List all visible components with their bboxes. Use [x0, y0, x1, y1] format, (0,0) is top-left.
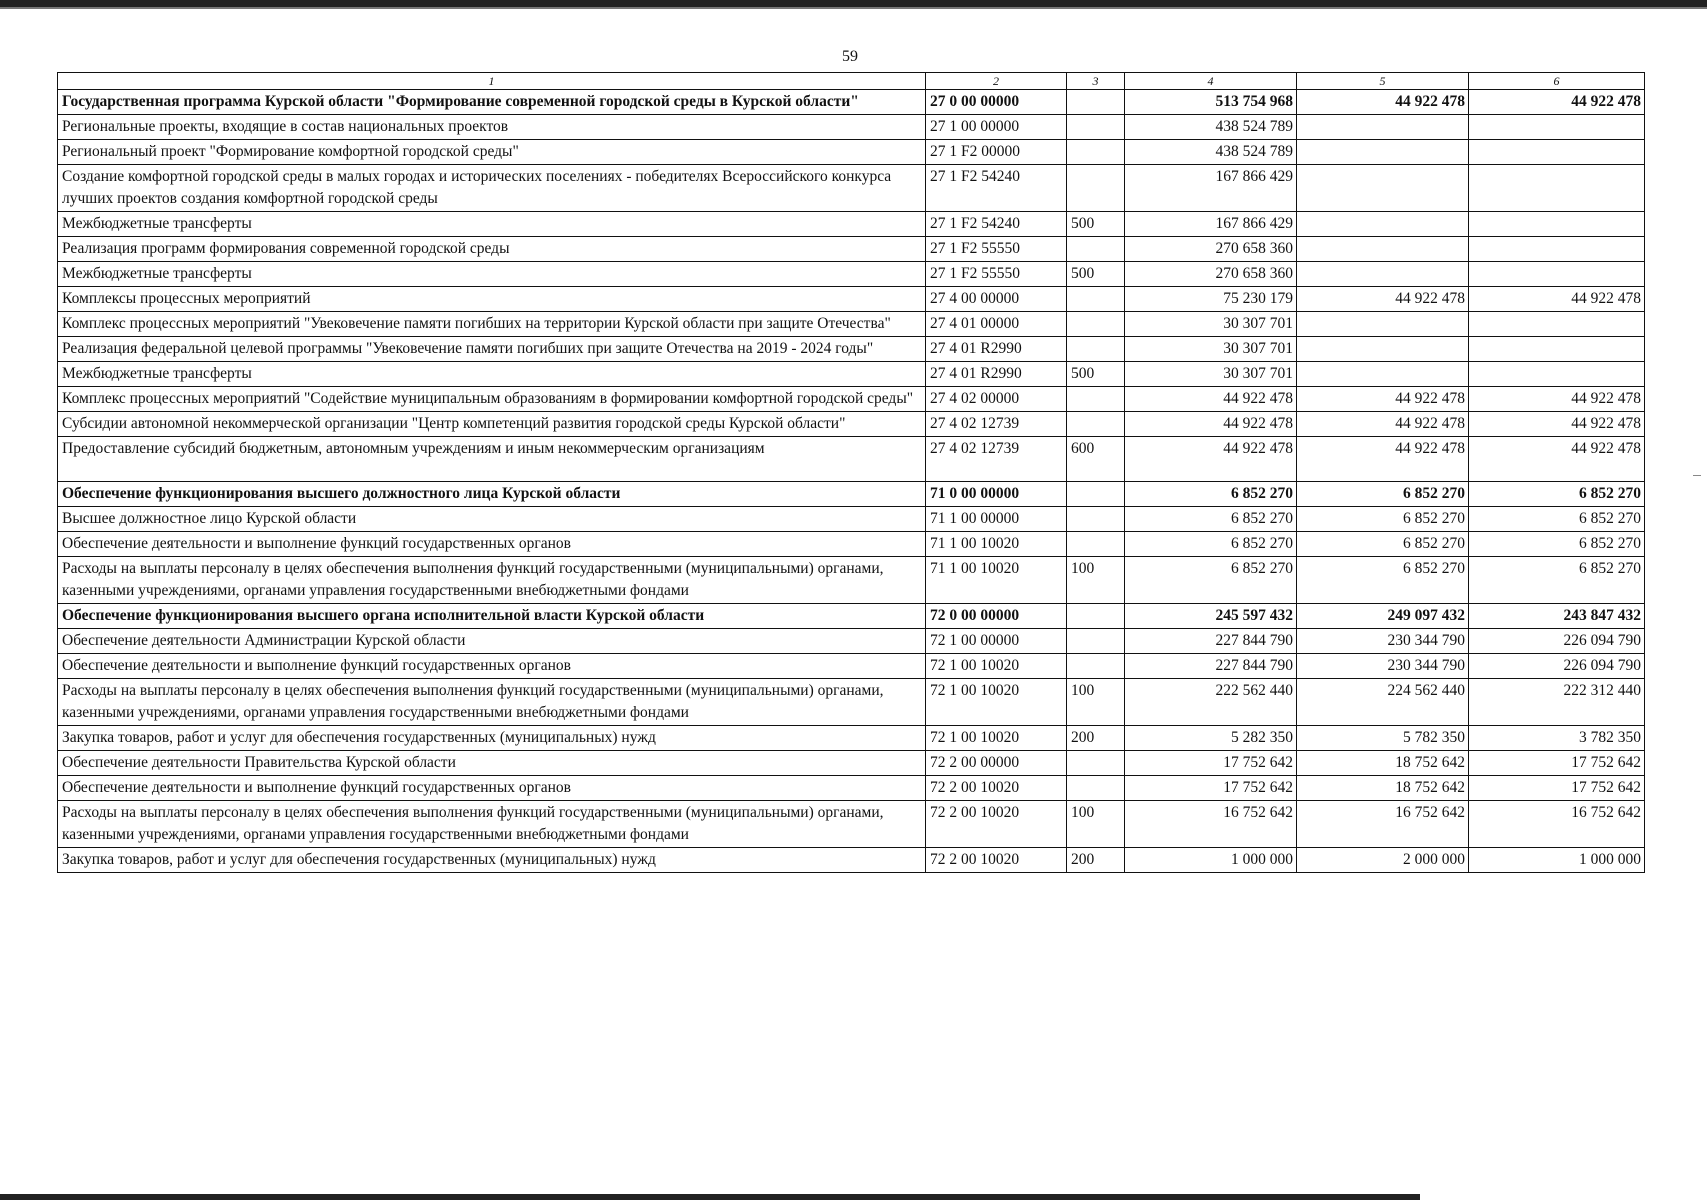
row-value-col4-cell: 227 844 790 [1125, 629, 1297, 654]
row-type-cell [1067, 532, 1125, 557]
row-value-col6-cell [1469, 262, 1645, 287]
table-row [58, 115, 1645, 140]
row-value-col5-cell [1297, 312, 1469, 337]
row-name-cell: Обеспечение функционирования высшего органа исполнительной власти Курской области [58, 604, 926, 629]
row-value-col6-cell [1469, 237, 1645, 262]
row-code-cell: 27 4 01 R2990 [926, 362, 1067, 387]
column-header: 3 [1067, 73, 1125, 90]
row-type-cell [1067, 287, 1125, 312]
row-type-cell [1067, 776, 1125, 801]
row-value-col4-cell: 438 524 789 [1125, 115, 1297, 140]
row-value-col6-cell: 44 922 478 [1469, 90, 1645, 115]
table-row [58, 90, 1645, 115]
table-row [58, 437, 1645, 482]
row-name-cell: Высшее должностное лицо Курской области [58, 507, 926, 532]
row-name-cell: Закупка товаров, работ и услуг для обеспечения государственных (муниципальных) нужд [58, 726, 926, 751]
row-code-cell: 71 1 00 00000 [926, 507, 1067, 532]
row-type-cell [1067, 237, 1125, 262]
row-name-cell: Комплекс процессных мероприятий "Содействие муниципальным образованиям в формировании комфортной городской среды" [58, 387, 926, 412]
row-value-col6-cell: 44 922 478 [1469, 287, 1645, 312]
row-value-col6-cell [1469, 212, 1645, 237]
row-type-cell: 100 [1067, 679, 1125, 726]
row-value-col5-cell: 6 852 270 [1297, 557, 1469, 604]
table-row [58, 237, 1645, 262]
row-value-col6-cell: 17 752 642 [1469, 751, 1645, 776]
table-row [58, 312, 1645, 337]
row-value-col4-cell: 167 866 429 [1125, 165, 1297, 212]
column-header: 6 [1469, 73, 1645, 90]
row-value-col5-cell: 16 752 642 [1297, 801, 1469, 848]
row-type-cell: 100 [1067, 801, 1125, 848]
row-name-cell: Обеспечение деятельности и выполнение функций государственных органов [58, 532, 926, 557]
row-value-col5-cell [1297, 140, 1469, 165]
row-value-col4-cell: 6 852 270 [1125, 482, 1297, 507]
row-type-cell [1067, 115, 1125, 140]
table-row [58, 532, 1645, 557]
row-name-cell: Межбюджетные трансферты [58, 212, 926, 237]
row-type-cell: 600 [1067, 437, 1125, 482]
row-code-cell: 27 1 F2 54240 [926, 212, 1067, 237]
row-code-cell: 71 1 00 10020 [926, 557, 1067, 604]
table-row [58, 654, 1645, 679]
row-value-col6-cell: 226 094 790 [1469, 629, 1645, 654]
row-value-col4-cell: 270 658 360 [1125, 237, 1297, 262]
row-value-col5-cell: 18 752 642 [1297, 751, 1469, 776]
scan-border-top-thin [0, 7, 1707, 9]
row-type-cell [1067, 507, 1125, 532]
table-row [58, 604, 1645, 629]
row-value-col4-cell: 44 922 478 [1125, 412, 1297, 437]
table-row [58, 412, 1645, 437]
row-type-cell [1067, 165, 1125, 212]
row-value-col5-cell: 44 922 478 [1297, 90, 1469, 115]
row-value-col4-cell: 222 562 440 [1125, 679, 1297, 726]
row-name-cell: Реализация программ формирования современной городской среды [58, 237, 926, 262]
row-value-col5-cell: 44 922 478 [1297, 387, 1469, 412]
table-row [58, 362, 1645, 387]
row-value-col5-cell [1297, 262, 1469, 287]
row-value-col4-cell: 167 866 429 [1125, 212, 1297, 237]
table-row [58, 557, 1645, 604]
row-value-col6-cell [1469, 312, 1645, 337]
row-value-col4-cell: 1 000 000 [1125, 848, 1297, 873]
row-code-cell: 27 0 00 00000 [926, 90, 1067, 115]
row-name-cell: Предоставление субсидий бюджетным, автономным учреждениям и иным некоммерческим организациям [58, 437, 926, 482]
row-code-cell: 27 1 F2 54240 [926, 165, 1067, 212]
row-type-cell: 500 [1067, 262, 1125, 287]
scan-border-top [0, 0, 1707, 7]
row-value-col4-cell: 17 752 642 [1125, 751, 1297, 776]
table-row [58, 679, 1645, 726]
row-value-col4-cell: 16 752 642 [1125, 801, 1297, 848]
row-code-cell: 72 2 00 10020 [926, 848, 1067, 873]
row-value-col5-cell [1297, 337, 1469, 362]
row-value-col5-cell [1297, 212, 1469, 237]
row-value-col5-cell: 5 782 350 [1297, 726, 1469, 751]
row-value-col4-cell: 245 597 432 [1125, 604, 1297, 629]
table-row [58, 262, 1645, 287]
budget-table [57, 72, 1645, 873]
row-value-col4-cell: 5 282 350 [1125, 726, 1297, 751]
row-value-col4-cell: 6 852 270 [1125, 532, 1297, 557]
row-code-cell: 27 4 01 00000 [926, 312, 1067, 337]
table-row [58, 801, 1645, 848]
row-code-cell: 72 1 00 10020 [926, 726, 1067, 751]
row-value-col5-cell [1297, 362, 1469, 387]
row-name-cell: Субсидии автономной некоммерческой организации "Центр компетенций развития городской среды Курской области" [58, 412, 926, 437]
row-name-cell: Обеспечение деятельности и выполнение функций государственных органов [58, 776, 926, 801]
row-name-cell: Обеспечение функционирования высшего должностного лица Курской области [58, 482, 926, 507]
row-code-cell: 71 1 00 10020 [926, 532, 1067, 557]
row-value-col5-cell: 230 344 790 [1297, 654, 1469, 679]
row-value-col5-cell: 44 922 478 [1297, 287, 1469, 312]
row-code-cell: 72 1 00 10020 [926, 679, 1067, 726]
row-value-col5-cell: 6 852 270 [1297, 482, 1469, 507]
row-value-col6-cell: 6 852 270 [1469, 557, 1645, 604]
row-value-col4-cell: 30 307 701 [1125, 337, 1297, 362]
row-type-cell [1067, 751, 1125, 776]
row-value-col6-cell [1469, 165, 1645, 212]
table-row [58, 165, 1645, 212]
table-row [58, 337, 1645, 362]
row-type-cell [1067, 140, 1125, 165]
row-value-col5-cell: 18 752 642 [1297, 776, 1469, 801]
row-value-col6-cell [1469, 362, 1645, 387]
row-code-cell: 72 0 00 00000 [926, 604, 1067, 629]
row-value-col4-cell: 30 307 701 [1125, 362, 1297, 387]
table-row [58, 629, 1645, 654]
row-value-col4-cell: 438 524 789 [1125, 140, 1297, 165]
row-name-cell: Расходы на выплаты персоналу в целях обеспечения выполнения функций государственными (муниципальными) органами, казенными учреждениями, органами управления государственными внебюджетными фондами [58, 679, 926, 726]
row-value-col6-cell: 222 312 440 [1469, 679, 1645, 726]
row-code-cell: 72 2 00 10020 [926, 801, 1067, 848]
row-name-cell: Государственная программа Курской области "Формирование современной городской среды в Курской области" [58, 90, 926, 115]
row-code-cell: 72 2 00 10020 [926, 776, 1067, 801]
table-row [58, 776, 1645, 801]
table-body [58, 90, 1645, 873]
row-value-col4-cell: 6 852 270 [1125, 507, 1297, 532]
row-value-col4-cell: 30 307 701 [1125, 312, 1297, 337]
row-type-cell [1067, 604, 1125, 629]
row-value-col5-cell [1297, 165, 1469, 212]
row-value-col6-cell: 44 922 478 [1469, 412, 1645, 437]
row-code-cell: 27 1 F2 55550 [926, 237, 1067, 262]
row-name-cell: Межбюджетные трансферты [58, 262, 926, 287]
row-name-cell: Обеспечение деятельности Администрации Курской области [58, 629, 926, 654]
row-value-col5-cell: 249 097 432 [1297, 604, 1469, 629]
table-row [58, 482, 1645, 507]
row-code-cell: 27 1 00 00000 [926, 115, 1067, 140]
row-value-col4-cell: 44 922 478 [1125, 387, 1297, 412]
column-header: 1 [58, 73, 926, 90]
row-value-col4-cell: 270 658 360 [1125, 262, 1297, 287]
row-value-col6-cell: 44 922 478 [1469, 387, 1645, 412]
row-name-cell: Расходы на выплаты персоналу в целях обеспечения выполнения функций государственными (муниципальными) органами, казенными учреждениями, органами управления государственными внебюджетными фондами [58, 801, 926, 848]
row-type-cell [1067, 312, 1125, 337]
row-name-cell: Межбюджетные трансферты [58, 362, 926, 387]
row-name-cell: Региональные проекты, входящие в состав национальных проектов [58, 115, 926, 140]
table-row [58, 387, 1645, 412]
row-value-col6-cell: 243 847 432 [1469, 604, 1645, 629]
table-row [58, 140, 1645, 165]
row-name-cell: Обеспечение деятельности и выполнение функций государственных органов [58, 654, 926, 679]
row-name-cell: Реализация федеральной целевой программы "Увековечение памяти погибших при защите Отечества на 2019 - 2024 годы" [58, 337, 926, 362]
row-code-cell: 27 4 01 R2990 [926, 337, 1067, 362]
row-type-cell: 200 [1067, 726, 1125, 751]
row-value-col6-cell: 16 752 642 [1469, 801, 1645, 848]
row-code-cell: 27 4 02 12739 [926, 412, 1067, 437]
row-name-cell: Расходы на выплаты персоналу в целях обеспечения выполнения функций государственными (муниципальными) органами, казенными учреждениями, органами управления государственными внебюджетными фондами [58, 557, 926, 604]
row-value-col4-cell: 17 752 642 [1125, 776, 1297, 801]
row-name-cell: Закупка товаров, работ и услуг для обеспечения государственных (муниципальных) нужд [58, 848, 926, 873]
row-value-col5-cell [1297, 237, 1469, 262]
row-name-cell: Создание комфортной городской среды в малых городах и исторических поселениях - победителях Всероссийского конкурса лучших проектов создания комфортной городской среды [58, 165, 926, 212]
column-header: 5 [1297, 73, 1469, 90]
table-row [58, 287, 1645, 312]
table-row [58, 212, 1645, 237]
row-name-cell: Обеспечение деятельности Правительства Курской области [58, 751, 926, 776]
row-value-col5-cell: 44 922 478 [1297, 412, 1469, 437]
row-value-col6-cell: 17 752 642 [1469, 776, 1645, 801]
row-value-col6-cell: 6 852 270 [1469, 532, 1645, 557]
row-type-cell [1067, 654, 1125, 679]
row-type-cell: 200 [1067, 848, 1125, 873]
row-type-cell: 100 [1067, 557, 1125, 604]
scan-border-bottom [0, 1194, 1420, 1200]
row-value-col6-cell: 3 782 350 [1469, 726, 1645, 751]
column-header: 2 [926, 73, 1067, 90]
row-value-col6-cell: 6 852 270 [1469, 507, 1645, 532]
row-value-col6-cell: 1 000 000 [1469, 848, 1645, 873]
row-type-cell: 500 [1067, 212, 1125, 237]
row-value-col5-cell: 230 344 790 [1297, 629, 1469, 654]
page-number: 59 [842, 48, 858, 65]
row-value-col4-cell: 44 922 478 [1125, 437, 1297, 482]
row-type-cell [1067, 482, 1125, 507]
row-value-col5-cell: 2 000 000 [1297, 848, 1469, 873]
row-value-col6-cell: 6 852 270 [1469, 482, 1645, 507]
row-value-col4-cell: 227 844 790 [1125, 654, 1297, 679]
column-header: 4 [1125, 73, 1297, 90]
row-code-cell: 27 4 02 12739 [926, 437, 1067, 482]
table-row [58, 507, 1645, 532]
row-code-cell: 72 1 00 10020 [926, 654, 1067, 679]
row-name-cell: Региональный проект "Формирование комфортной городской среды" [58, 140, 926, 165]
row-value-col4-cell: 75 230 179 [1125, 287, 1297, 312]
row-type-cell [1067, 412, 1125, 437]
scan-artifact [1693, 475, 1701, 476]
row-value-col6-cell [1469, 140, 1645, 165]
row-value-col5-cell: 6 852 270 [1297, 532, 1469, 557]
row-value-col5-cell: 44 922 478 [1297, 437, 1469, 482]
row-code-cell: 27 4 00 00000 [926, 287, 1067, 312]
row-value-col6-cell [1469, 337, 1645, 362]
row-value-col5-cell [1297, 115, 1469, 140]
table-row [58, 751, 1645, 776]
row-value-col4-cell: 6 852 270 [1125, 557, 1297, 604]
row-type-cell [1067, 90, 1125, 115]
table-header-row [58, 73, 1645, 90]
row-code-cell: 27 1 F2 55550 [926, 262, 1067, 287]
row-type-cell [1067, 337, 1125, 362]
row-value-col5-cell: 224 562 440 [1297, 679, 1469, 726]
row-value-col6-cell: 44 922 478 [1469, 437, 1645, 482]
row-code-cell: 71 0 00 00000 [926, 482, 1067, 507]
table-row [58, 726, 1645, 751]
row-value-col5-cell: 6 852 270 [1297, 507, 1469, 532]
row-type-cell [1067, 387, 1125, 412]
row-name-cell: Комплекс процессных мероприятий "Увековечение памяти погибших на территории Курской области при защите Отечества" [58, 312, 926, 337]
row-value-col4-cell: 513 754 968 [1125, 90, 1297, 115]
row-code-cell: 72 1 00 00000 [926, 629, 1067, 654]
row-code-cell: 27 4 02 00000 [926, 387, 1067, 412]
row-code-cell: 27 1 F2 00000 [926, 140, 1067, 165]
row-name-cell: Комплексы процессных мероприятий [58, 287, 926, 312]
row-type-cell: 500 [1067, 362, 1125, 387]
row-value-col6-cell: 226 094 790 [1469, 654, 1645, 679]
row-value-col6-cell [1469, 115, 1645, 140]
row-type-cell [1067, 629, 1125, 654]
row-code-cell: 72 2 00 00000 [926, 751, 1067, 776]
table-row [58, 848, 1645, 873]
